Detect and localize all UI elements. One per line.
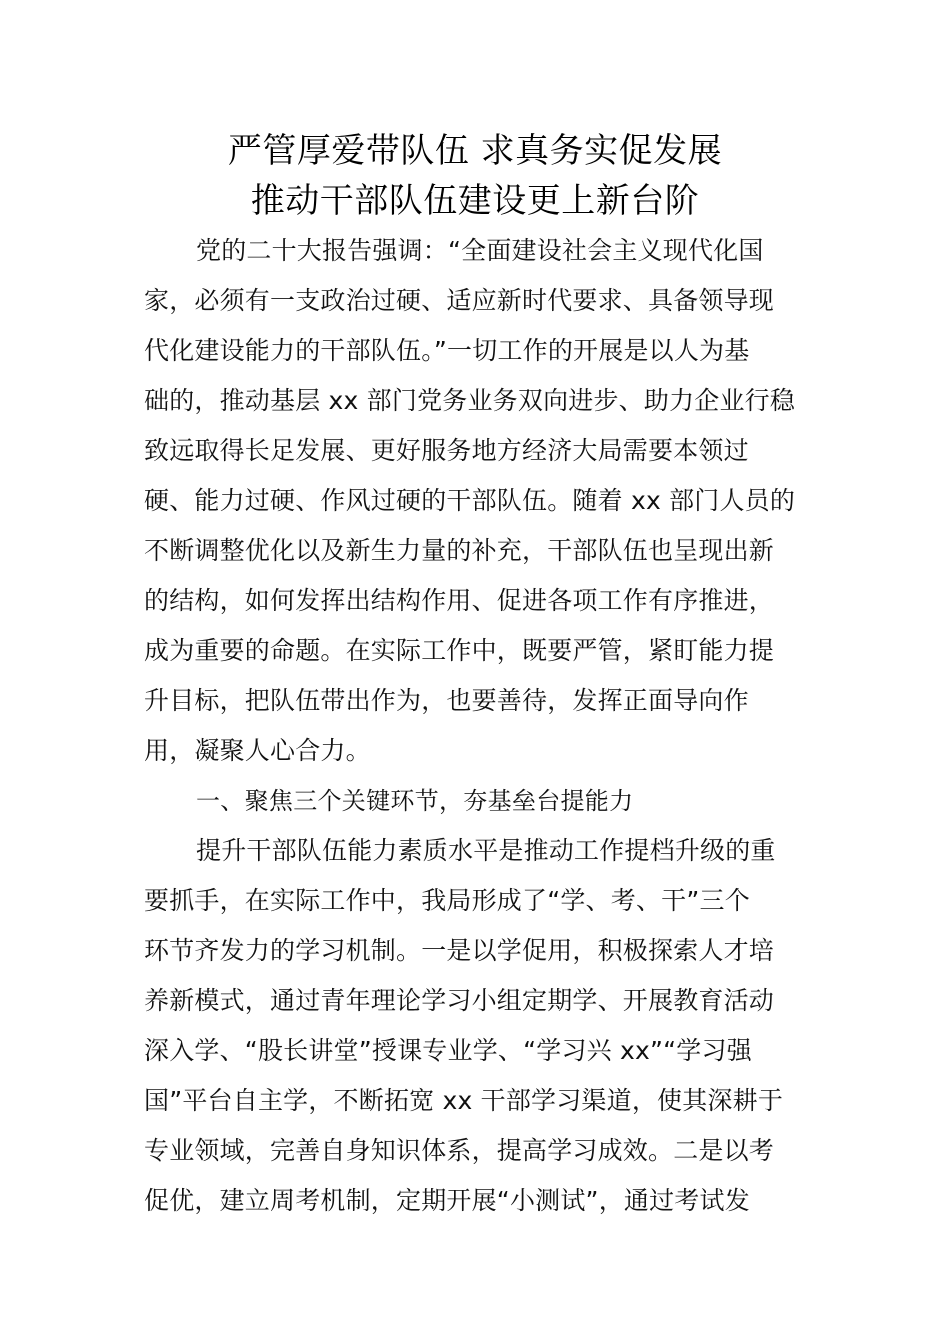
- paragraph-line: 党的二十大报告强调：“全面建设社会主义现代化国: [196, 236, 764, 265]
- paragraph-line: 成为重要的命题。在实际工作中，既要严管，紧盯能力提: [144, 636, 775, 665]
- paragraph-line: 致远取得长足发展、更好服务地方经济大局需要本领过: [144, 436, 749, 465]
- paragraph-line: 提升干部队伍能力素质水平是推动工作提档升级的重: [196, 836, 776, 865]
- paragraph-line: 础的，推动基层 xx 部门党务业务双向进步、助力企业行稳: [144, 386, 796, 415]
- title-line-2: 推动干部队伍建设更上新台阶: [250, 181, 700, 221]
- paragraph-line: 不断调整优化以及新生力量的补充，干部队伍也呈现出新: [144, 536, 775, 565]
- section-heading: 一、聚焦三个关键环节，夯基垒台提能力: [196, 787, 634, 815]
- paragraph-line: 的结构，如何发挥出结构作用、促进各项工作有序推进，: [144, 586, 775, 615]
- paragraph-line: 代化建设能力的干部队伍。”一切工作的开展是以人为基: [144, 336, 750, 365]
- title-line-1: 严管厚爱带队伍 求真务实促发展: [227, 131, 723, 171]
- paragraph-line: 要抓手，在实际工作中，我局形成了“学、考、干”三个: [144, 886, 750, 915]
- paragraph-line: 家，必须有一支政治过硬、适应新时代要求、具备领导现: [144, 286, 775, 315]
- paragraph-line: 环节齐发力的学习机制。一是以学促用，积极探索人才培: [144, 936, 775, 965]
- paragraph-line: 硬、能力过硬、作风过硬的干部队伍。随着 xx 部门人员的: [144, 486, 796, 515]
- paragraph-line: 深入学、“股长讲堂”授课专业学、“学习兴 xx”“学习强: [144, 1036, 752, 1065]
- document-body: [144, 226, 806, 1226]
- paragraph-line: 养新模式，通过青年理论学习小组定期学、开展教育活动: [144, 986, 775, 1015]
- paragraph-line: 升目标，把队伍带出作为，也要善待，发挥正面导向作: [144, 686, 749, 715]
- document-title: [0, 126, 950, 226]
- paragraph-line: 国”平台自主学，不断拓宽 xx 干部学习渠道，使其深耕于: [144, 1086, 784, 1115]
- paragraph-line: 用，凝聚人心合力。: [144, 736, 371, 765]
- paragraph-line: 专业领域，完善自身知识体系，提高学习成效。二是以考: [144, 1136, 775, 1165]
- paragraph-line: 促优，建立周考机制，定期开展“小测试”，通过考试发: [144, 1186, 750, 1215]
